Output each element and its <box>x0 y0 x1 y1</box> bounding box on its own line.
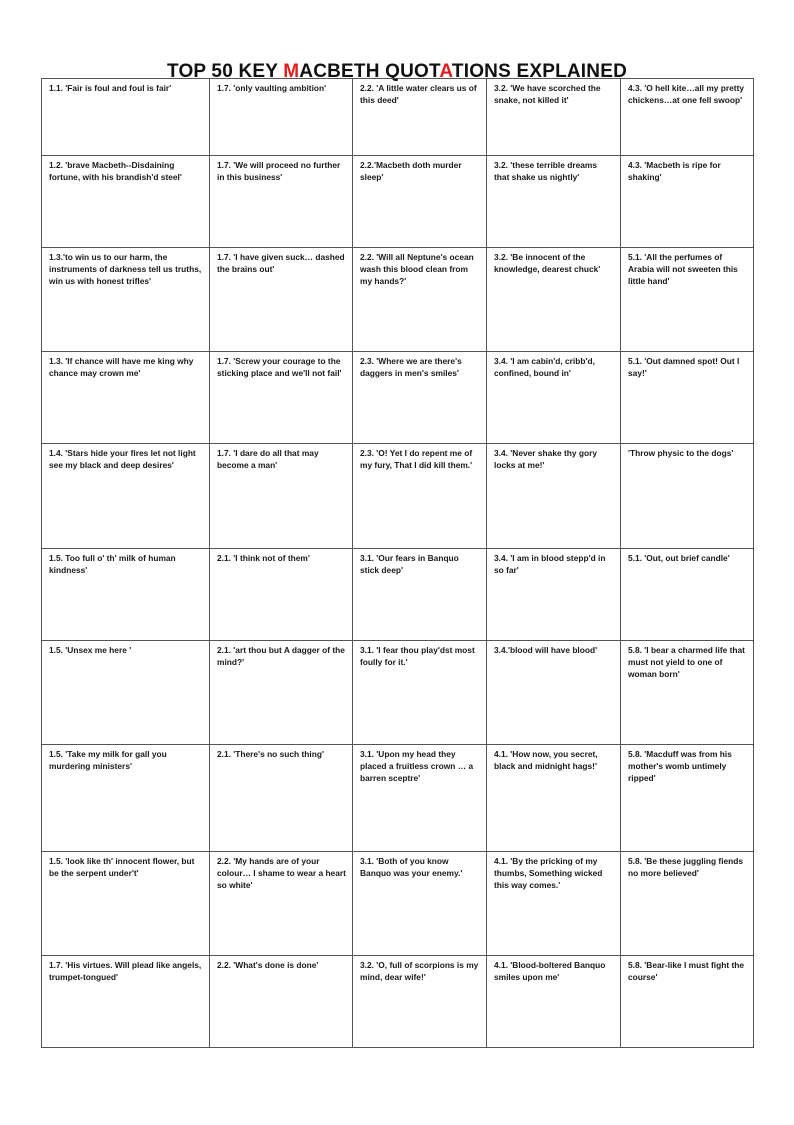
quotation-cell: 5.1. 'All the perfumes of Arabia will not sweeten this little hand' <box>621 248 754 352</box>
quotation-cell: 1.5. 'Unsex me here ' <box>42 641 210 745</box>
quotation-cell: 1.1. 'Fair is foul and foul is fair' <box>42 79 210 156</box>
quotation-cell: 2.2. 'A little water clears us of this deed' <box>353 79 487 156</box>
quotation-cell: 1.7. 'His virtues. Will plead like angels, trumpet-tongued' <box>42 956 210 1048</box>
title-part: TOP 50 KEY <box>166 60 284 82</box>
quotation-cell: 1.7. 'only vaulting ambition' <box>210 79 353 156</box>
table-row <box>42 79 754 156</box>
quotation-cell: 2.3. 'O! Yet I do repent me of my fury, That I did kill them.' <box>353 444 487 549</box>
table-row <box>42 156 754 248</box>
title-part: ACBETH QUOT <box>299 60 440 82</box>
quotation-cell: 4.3. 'Macbeth is ripe for shaking' <box>621 156 754 248</box>
quotation-cell: 5.1. 'Out damned spot! Out I say!' <box>621 352 754 444</box>
quotation-cell: 2.1. 'I think not of them' <box>210 549 353 641</box>
quotations-table <box>41 78 754 1048</box>
quotations-table-body <box>42 79 754 1048</box>
quotation-cell: 3.2. 'We have scorched the snake, not killed it' <box>487 79 621 156</box>
quotation-cell: 4.1. 'Blood-boltered Banquo smiles upon me' <box>487 956 621 1048</box>
quotation-cell: 3.1. 'I fear thou play'dst most foully for it.' <box>353 641 487 745</box>
quotation-cell: 2.2. 'What's done is done' <box>210 956 353 1048</box>
quotation-cell: 2.2. 'My hands are of your colour… I shame to wear a heart so white' <box>210 852 353 956</box>
table-row <box>42 248 754 352</box>
quotation-cell: 3.4. 'Never shake thy gory locks at me!' <box>487 444 621 549</box>
quotation-cell: 3.2. 'O, full of scorpions is my mind, dear wife!' <box>353 956 487 1048</box>
quotation-cell: 5.8. 'Macduff was from his mother's womb untimely ripped' <box>621 745 754 852</box>
quotation-cell: 1.7. 'We will proceed no further in this business' <box>210 156 353 248</box>
quotation-cell: 2.2. 'Will all Neptune's ocean wash this blood clean from my hands?' <box>353 248 487 352</box>
quotation-cell: 1.7. 'Screw your courage to the sticking place and we'll not fail' <box>210 352 353 444</box>
quotation-cell: 1.7. 'I have given suck… dashed the brains out' <box>210 248 353 352</box>
quotation-cell: 3.1. 'Upon my head they placed a fruitless crown … a barren sceptre' <box>353 745 487 852</box>
title-highlight-letter: M <box>283 60 300 82</box>
quotation-cell: 1.7. 'I dare do all that may become a man' <box>210 444 353 549</box>
quotation-cell: 4.1. 'How now, you secret, black and midnight hags!' <box>487 745 621 852</box>
quotation-cell: 1.5. 'Take my milk for gall you murdering ministers' <box>42 745 210 852</box>
quotation-cell: 1.5. 'look like th' innocent flower, but be the serpent under't' <box>42 852 210 956</box>
quotation-cell: 3.1. 'Both of you know Banquo was your enemy.' <box>353 852 487 956</box>
title-highlight-letter: A <box>439 60 452 82</box>
table-row <box>42 641 754 745</box>
table-row <box>42 549 754 641</box>
quotation-cell: 5.1. 'Out, out brief candle' <box>621 549 754 641</box>
quotation-cell: 5.8. 'Be these juggling fiends no more believed' <box>621 852 754 956</box>
table-row <box>42 745 754 852</box>
quotation-cell: 1.4. 'Stars hide your fires let not light see my black and deep desires' <box>42 444 210 549</box>
quotation-cell: 2.2.'Macbeth doth murder sleep' <box>353 156 487 248</box>
quotation-cell: 1.5. Too full o' th' milk of human kindness' <box>42 549 210 641</box>
quotation-cell: 3.4. 'I am in blood stepp'd in so far' <box>487 549 621 641</box>
quotation-cell: 1.2. 'brave Macbeth--Disdaining fortune, with his brandish'd steel' <box>42 156 210 248</box>
quotation-cell: 1.3.'to win us to our harm, the instruments of darkness tell us truths, win us with honest trifles' <box>42 248 210 352</box>
quotation-cell: 2.1. 'There's no such thing' <box>210 745 353 852</box>
quotation-cell: 5.8. 'I bear a charmed life that must not yield to one of woman born' <box>621 641 754 745</box>
quotation-cell: 4.1. 'By the pricking of my thumbs, Something wicked this way comes.' <box>487 852 621 956</box>
quotation-cell: 2.1. 'art thou but A dagger of the mind?' <box>210 641 353 745</box>
title-part: TIONS EXPLAINED <box>451 60 627 82</box>
table-row <box>42 956 754 1048</box>
quotation-cell: 4.3. 'O hell kite…all my pretty chickens…at one fell swoop' <box>621 79 754 156</box>
quotation-cell: 3.4. 'I am cabin'd, cribb'd, confined, bound in' <box>487 352 621 444</box>
quotation-cell: 'Throw physic to the dogs' <box>621 444 754 549</box>
quotation-cell: 1.3. 'If chance will have me king why chance may crown me' <box>42 352 210 444</box>
quotation-cell: 5.8. 'Bear-like I must fight the course' <box>621 956 754 1048</box>
quotation-cell: 3.1. 'Our fears in Banquo stick deep' <box>353 549 487 641</box>
quotation-cell: 3.4.'blood will have blood' <box>487 641 621 745</box>
quotation-cell: 2.3. 'Where we are there's daggers in men's smiles' <box>353 352 487 444</box>
quotation-cell: 3.2. 'Be innocent of the knowledge, dearest chuck' <box>487 248 621 352</box>
table-row <box>42 352 754 444</box>
table-row <box>42 444 754 549</box>
table-row <box>42 852 754 956</box>
quotation-cell: 3.2. 'these terrible dreams that shake us nightly' <box>487 156 621 248</box>
